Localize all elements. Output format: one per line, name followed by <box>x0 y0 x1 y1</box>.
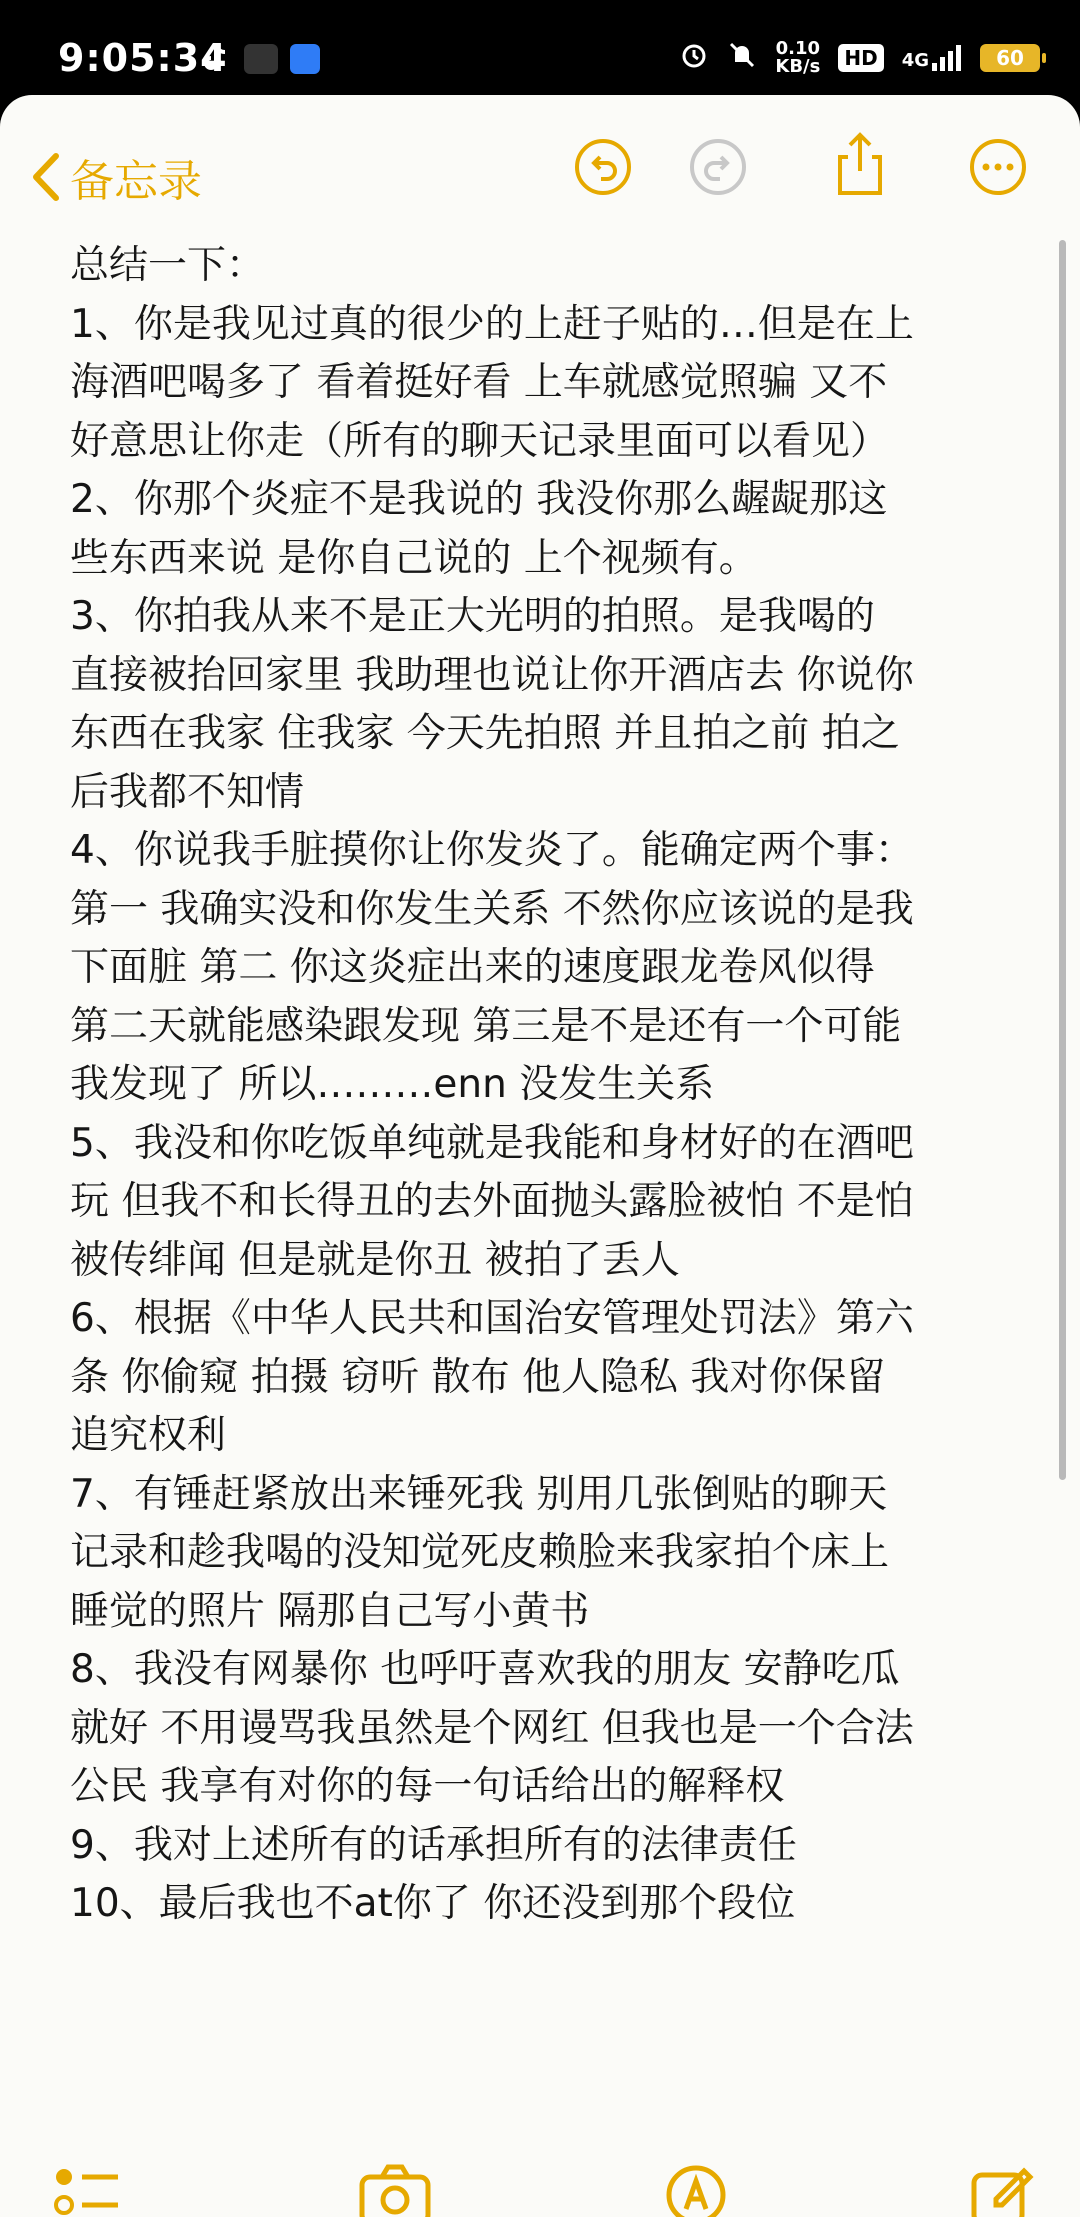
note-line: 1、你是我见过真的很少的上赶子贴的…但是在上 <box>70 301 914 347</box>
note-line: 总结一下： <box>70 243 266 288</box>
battery-level: 60 <box>996 46 1024 70</box>
note-line: 记录和趁我喝的没知觉死皮赖脸来我家拍个床上 <box>70 1530 890 1575</box>
alarm-icon <box>679 40 709 76</box>
note-line: 公民 我享有对你的每一句话给出的解释权 <box>70 1764 785 1809</box>
back-label: 备忘录 <box>70 156 202 207</box>
note-line: 9、我对上述所有的话承担所有的法律责任 <box>70 1822 797 1868</box>
back-button[interactable] <box>30 145 202 209</box>
note-line: 被传绯闻 但是就是你丑 被拍了丢人 <box>70 1237 680 1283</box>
net-speed-value: 0.10 <box>775 38 821 59</box>
chevron-left-icon <box>30 152 60 202</box>
note-line: 东西在我家 住我家 今天先拍照 并且拍之前 拍之 <box>70 711 900 756</box>
net-speed-unit: KB/s <box>775 56 821 77</box>
camera-icon[interactable] <box>358 2163 432 2217</box>
mute-bell-icon <box>727 40 757 76</box>
note-line: 10、最后我也不at你了 你还没到那个段位 <box>70 1881 796 1926</box>
notes-sheet <box>0 95 1080 2217</box>
note-line: 第一 我确实没和你发生关系 不然你应该说的是我 <box>70 886 914 932</box>
checklist-icon[interactable] <box>52 2163 122 2217</box>
status-bar <box>0 0 1080 95</box>
hd-badge: HD <box>838 44 883 72</box>
signal-bars-icon <box>932 45 962 71</box>
note-line: 3、你拍我从来不是正大光明的拍照。是我喝的 <box>70 594 875 639</box>
note-line: 后我都不知情 <box>70 769 305 815</box>
note-line: 海酒吧喝多了 看着挺好看 上车就感觉照骗 又不 <box>70 360 888 405</box>
scrollbar[interactable] <box>1059 240 1066 1480</box>
more-icon[interactable] <box>968 137 1028 197</box>
compose-icon[interactable] <box>970 2163 1036 2217</box>
share-icon[interactable] <box>830 131 890 191</box>
network-label: 4G <box>901 50 929 71</box>
note-line: 玩 但我不和长得丑的去外面抛头露脸被怕 不是怕 <box>70 1179 914 1224</box>
note-line: 7、有锤赶紧放出来锤死我 别用几张倒贴的聊天 <box>70 1471 888 1517</box>
nav-bar <box>0 95 1080 245</box>
note-line: 2、你那个炎症不是我说的 我没你那么龌龊那这 <box>70 477 888 522</box>
bottom-toolbar <box>0 2157 1080 2217</box>
note-line: 4、你说我手脏摸你让你发炎了。能确定两个事： <box>70 828 914 873</box>
net-speed <box>775 40 820 76</box>
note-line: 睡觉的照片 隔那自己写小黄书 <box>70 1588 590 1634</box>
note-line: 下面脏 第二 你这炎症出来的速度跟龙卷风似得 <box>70 945 875 990</box>
signal-4g <box>902 45 962 71</box>
note-line: 条 你偷窥 拍摄 窃听 散布 他人隐私 我对你保留 <box>70 1354 886 1400</box>
note-line: 第二天就能感染跟发现 第三是不是还有一个可能 <box>70 1003 902 1049</box>
redo-icon[interactable] <box>688 137 748 197</box>
battery-icon <box>980 44 1040 72</box>
markup-icon[interactable] <box>664 2163 728 2217</box>
note-line: 直接被抬回家里 我助理也说让你开酒店去 你说你 <box>70 652 914 698</box>
app-notification-icon <box>244 44 278 74</box>
blue-app-icon <box>290 44 320 74</box>
status-time: 9:05:34 <box>58 36 228 80</box>
note-line: 8、我没有网暴你 也呼吁喜欢我的朋友 安静吃瓜 <box>70 1647 900 1692</box>
note-line: 好意思让你走（所有的聊天记录里面可以看见） <box>70 418 890 464</box>
note-line: 我发现了 所以………enn 没发生关系 <box>70 1062 715 1107</box>
note-line: 追究权利 <box>70 1413 227 1458</box>
note-line: 5、我没和你吃饭单纯就是我能和身材好的在酒吧 <box>70 1120 914 1166</box>
note-line: 些东西来说 是你自己说的 上个视频有。 <box>70 535 758 581</box>
tiktok-icon <box>200 42 224 72</box>
note-line: 就好 不用谩骂我虽然是个网红 但我也是一个合法 <box>70 1705 914 1751</box>
note-line: 6、根据《中华人民共和国治安管理处罚法》第六 <box>70 1296 914 1341</box>
undo-icon[interactable] <box>573 137 633 197</box>
note-body[interactable] <box>70 237 1030 1934</box>
